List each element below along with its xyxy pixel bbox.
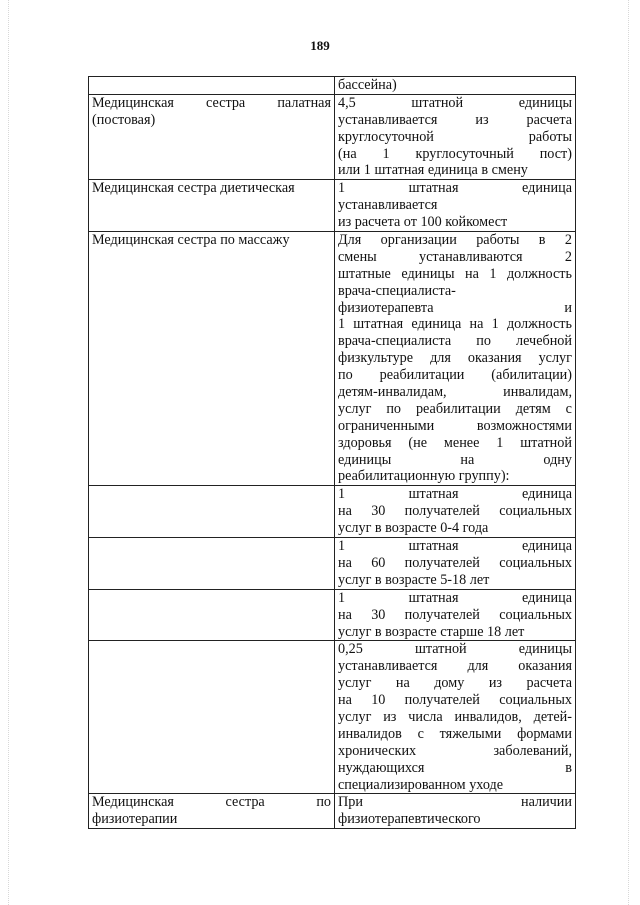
cell-word: для <box>467 658 489 675</box>
position-cell <box>89 794 335 829</box>
position-cell <box>89 94 335 179</box>
cell-word: штатная <box>408 180 459 197</box>
table-row <box>89 641 576 794</box>
cell-word: устанавливаются <box>419 248 523 265</box>
table-row <box>89 232 576 486</box>
cell-word: из <box>475 111 489 128</box>
cell-word: круглосуточной <box>338 128 434 145</box>
norm-cell <box>335 77 576 95</box>
cell-word: на <box>338 503 352 520</box>
cell-word: единицы <box>518 641 572 658</box>
cell-word: услуг <box>338 675 372 692</box>
cell-word: 1 <box>338 589 346 606</box>
cell-word: (абилитации) <box>491 367 572 384</box>
cell-line: услуг в возрасте 5-18 лет <box>338 571 490 588</box>
cell-word: физиотерапевта <box>338 299 434 316</box>
cell-word: единица <box>522 538 572 555</box>
position-cell <box>89 589 335 641</box>
cell-line: услуг в возрасте старше 18 лет <box>338 623 525 640</box>
cell-word: формами <box>517 725 572 742</box>
cell-word: нуждающихся <box>338 759 425 776</box>
scan-edge-left <box>8 0 10 905</box>
cell-word: на <box>338 606 352 623</box>
cell-line <box>338 384 572 401</box>
cell-line <box>92 794 331 811</box>
cell-line <box>338 675 572 692</box>
cell-word: 1 <box>338 316 346 333</box>
cell-word: инвалидам, <box>503 384 572 401</box>
cell-word: Для <box>338 232 362 249</box>
cell-word: 30 <box>371 606 386 623</box>
cell-word: 1 <box>338 538 346 555</box>
cell-word: услуг <box>538 350 572 367</box>
cell-word: работы <box>476 232 520 249</box>
norm-cell <box>335 180 576 232</box>
cell-word: 2 <box>564 248 572 265</box>
cell-line <box>338 590 572 607</box>
table-body <box>89 77 576 829</box>
cell-word: и <box>564 299 572 316</box>
cell-word: в <box>565 759 572 776</box>
staffing-table <box>88 76 576 829</box>
cell-line: устанавливается <box>338 197 438 214</box>
cell-line: из расчета от 100 койкомест <box>338 214 508 231</box>
cell-word: с <box>417 725 424 742</box>
cell-word: социальных <box>499 606 572 623</box>
cell-word: (не <box>408 434 428 451</box>
table-row <box>89 794 576 829</box>
cell-line: Медицинская сестра диетическая <box>92 180 295 197</box>
page-number: 189 <box>310 38 330 53</box>
cell-word: организации <box>380 232 457 249</box>
cell-line: специализированном уходе <box>338 776 504 793</box>
table-row <box>89 94 576 179</box>
cell-word: с <box>565 400 572 417</box>
cell-word: получателей <box>404 503 480 520</box>
cell-word: услуг <box>338 708 372 725</box>
cell-line <box>338 146 572 163</box>
cell-word: должность <box>506 265 572 282</box>
cell-word: ограниченными <box>338 417 435 434</box>
cell-word: хронических <box>338 742 417 759</box>
cell-word: детям-инвалидам, <box>338 384 447 401</box>
cell-line <box>338 367 572 384</box>
cell-word: смены <box>338 248 377 265</box>
norm-cell <box>335 232 576 486</box>
cell-word: инвалидов <box>338 725 402 742</box>
cell-word: 60 <box>371 554 386 571</box>
cell-word: штатной <box>414 641 467 658</box>
cell-word: единица <box>522 486 572 503</box>
cell-word: в <box>538 232 546 249</box>
cell-word: устанавливается <box>338 111 438 128</box>
cell-word: социальных <box>499 503 572 520</box>
table-row <box>89 180 576 232</box>
position-cell <box>89 180 335 232</box>
cell-word: пост) <box>539 145 572 162</box>
cell-word: сестра <box>225 794 265 811</box>
cell-line <box>338 760 572 777</box>
cell-word: на <box>469 316 484 333</box>
cell-line <box>338 249 572 266</box>
cell-word: по <box>316 794 331 811</box>
cell-word: из <box>383 708 397 725</box>
cell-word: 1 <box>338 180 346 197</box>
position-cell <box>89 77 335 95</box>
cell-line: Медицинская сестра по массажу <box>92 232 290 249</box>
norm-cell <box>335 538 576 590</box>
norm-cell <box>335 641 576 794</box>
cell-word: круглосуточный <box>415 145 514 162</box>
cell-line <box>338 726 572 743</box>
cell-word: штатная <box>408 589 459 606</box>
cell-word: возможностями <box>476 417 572 434</box>
cell-line <box>338 180 572 197</box>
cell-line <box>338 538 572 555</box>
cell-word: оказания <box>467 350 522 367</box>
cell-word: здоровья <box>338 434 392 451</box>
cell-line <box>338 418 572 435</box>
cell-line <box>338 641 572 658</box>
cell-line <box>338 658 572 675</box>
cell-line: бассейна) <box>338 77 397 93</box>
cell-line <box>338 266 572 283</box>
norm-cell <box>335 794 576 829</box>
cell-word: Медицинская <box>92 94 174 111</box>
cell-line <box>338 435 572 452</box>
cell-line: или 1 штатная единица в смену <box>338 162 528 179</box>
cell-word: социальных <box>499 554 572 571</box>
cell-line <box>338 350 572 367</box>
cell-word: единицы <box>401 265 455 282</box>
cell-line <box>338 129 572 146</box>
cell-word: дому <box>434 675 465 692</box>
cell-word: на <box>338 554 352 571</box>
position-cell <box>89 486 335 538</box>
cell-line: физиотерапии <box>92 811 178 828</box>
cell-word: по <box>386 400 402 417</box>
cell-word: При <box>338 794 363 811</box>
cell-word: инвалидов, <box>454 708 522 725</box>
cell-word: тяжелыми <box>439 725 502 742</box>
cell-word: для <box>430 350 451 367</box>
cell-line <box>338 300 572 317</box>
cell-word: на <box>338 692 352 709</box>
cell-word: социальных <box>499 692 572 709</box>
cell-line <box>338 692 572 709</box>
cell-word: по <box>338 367 353 384</box>
cell-word: 10 <box>371 692 386 709</box>
cell-line <box>338 607 572 624</box>
cell-word: услуг <box>338 400 372 417</box>
cell-line <box>338 486 572 503</box>
cell-word: работы <box>528 128 572 145</box>
cell-line <box>338 316 572 333</box>
cell-word: расчета <box>526 111 572 128</box>
cell-word: детям <box>515 400 551 417</box>
cell-word: штатная <box>408 538 459 555</box>
cell-word: (на <box>338 145 357 162</box>
cell-word: физкультуре <box>338 350 414 367</box>
cell-word: оказания <box>518 658 572 675</box>
cell-word: менее <box>443 434 480 451</box>
cell-word: 1 <box>338 486 346 503</box>
cell-word: 2 <box>564 232 572 249</box>
norm-cell <box>335 486 576 538</box>
cell-word: единица <box>522 180 572 197</box>
cell-word: получателей <box>404 606 480 623</box>
cell-word: должность <box>506 316 572 333</box>
cell-word: получателей <box>404 554 480 571</box>
cell-word: 4,5 <box>338 94 356 111</box>
cell-word: 1 <box>496 434 504 451</box>
cell-word: получателей <box>404 692 480 709</box>
cell-word: 1 <box>489 265 497 282</box>
cell-word: штатная <box>353 316 404 333</box>
cell-word: из <box>488 675 503 692</box>
position-cell <box>89 538 335 590</box>
cell-word: сестра <box>206 94 246 111</box>
cell-line: врача-специалиста- <box>338 282 456 299</box>
table-row <box>89 589 576 641</box>
cell-word: реабилитации <box>415 400 501 417</box>
cell-line <box>338 743 572 760</box>
cell-line: (постовая) <box>92 111 156 128</box>
position-cell <box>89 232 335 486</box>
cell-line <box>338 709 572 726</box>
cell-word: врача-специалиста <box>338 333 452 350</box>
cell-word: 1 <box>382 145 390 162</box>
table-row <box>89 538 576 590</box>
table-row <box>89 486 576 538</box>
cell-word: наличии <box>520 794 572 811</box>
cell-line <box>92 95 331 112</box>
cell-word: лечебной <box>516 333 572 350</box>
cell-line: услуг в возрасте 0-4 года <box>338 520 489 537</box>
cell-word: штатные <box>338 265 391 282</box>
cell-word: одну <box>543 451 572 468</box>
cell-word: штатной <box>411 94 464 111</box>
cell-line <box>338 794 572 811</box>
cell-word: устанавливается <box>338 658 438 675</box>
cell-word: 0,25 <box>338 641 363 658</box>
cell-word: палатная <box>277 94 331 111</box>
cell-word: расчета <box>526 675 572 692</box>
cell-word: 30 <box>371 503 386 520</box>
cell-line: физиотерапевтического <box>338 811 481 828</box>
cell-line <box>338 232 572 249</box>
cell-word: единицы <box>518 94 572 111</box>
cell-word: Медицинская <box>92 794 174 811</box>
cell-line <box>338 555 572 572</box>
cell-word: реабилитации <box>379 367 465 384</box>
cell-word: детей- <box>533 708 572 725</box>
cell-word: единица <box>411 316 462 333</box>
cell-line: реабилитационную группу): <box>338 468 510 485</box>
cell-line <box>338 333 572 350</box>
cell-word: единица <box>522 589 572 606</box>
cell-word: единицы <box>338 451 392 468</box>
cell-line <box>338 452 572 469</box>
cell-line <box>338 503 572 520</box>
cell-word: на <box>460 451 475 468</box>
cell-word: штатная <box>408 486 459 503</box>
cell-word: по <box>476 333 491 350</box>
norm-cell <box>335 589 576 641</box>
cell-line <box>338 401 572 418</box>
cell-word: штатной <box>520 434 572 451</box>
scan-edge-right <box>628 0 630 905</box>
cell-word: числа <box>408 708 443 725</box>
cell-word: на <box>465 265 479 282</box>
cell-word: заболеваний, <box>493 742 572 759</box>
cell-word: 1 <box>491 316 499 333</box>
cell-word: на <box>395 675 410 692</box>
position-cell <box>89 641 335 794</box>
cell-line <box>338 112 572 129</box>
cell-line <box>338 95 572 112</box>
table-row <box>89 77 576 95</box>
norm-cell <box>335 94 576 179</box>
